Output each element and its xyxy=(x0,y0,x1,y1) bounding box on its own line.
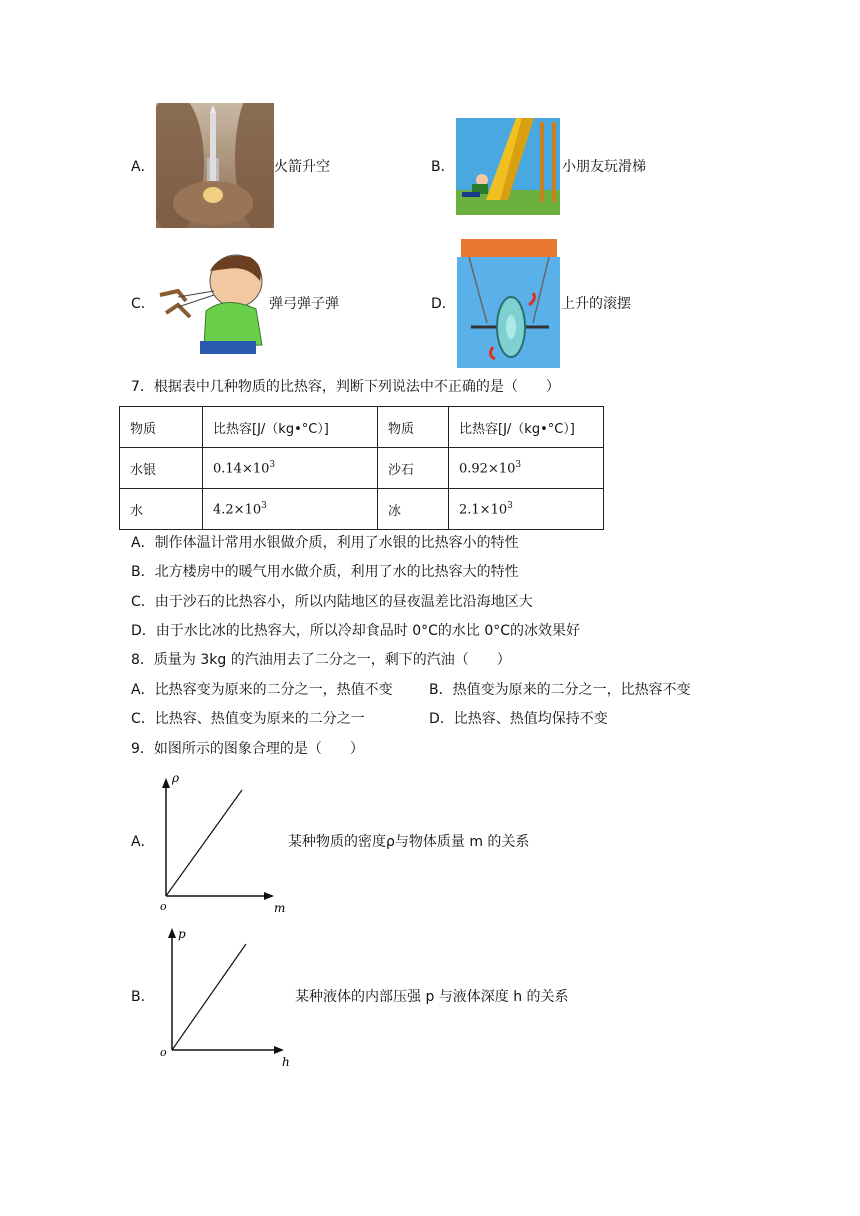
option-letter: A． xyxy=(131,159,155,175)
y-axis-label: p xyxy=(178,927,186,941)
x-axis-label: h xyxy=(282,1055,290,1068)
table-header-cell: 比热容[J/（kg•°C）] xyxy=(449,407,604,448)
value-exponent: 3 xyxy=(261,500,267,511)
q8-option-c: C．比热容、热值变为原来的二分之一 xyxy=(131,711,365,727)
option-letter: B． xyxy=(431,159,455,175)
value-mantissa: 2.1×10 xyxy=(459,502,508,518)
table-cell: 水 xyxy=(120,489,203,530)
q7-stem: 7．根据表中几种物质的比热容，判断下列说法中不正确的是（ ） xyxy=(131,379,560,395)
table-header-cell: 比热容[J/（kg•°C）] xyxy=(203,407,378,448)
pressure-depth-graph xyxy=(150,920,300,1068)
q7-option-b: B．北方楼房中的暖气用水做介质，利用了水的比热容大的特性 xyxy=(131,564,519,580)
table-header-cell: 物质 xyxy=(120,407,203,448)
table-cell xyxy=(203,489,378,530)
option-caption: 弹弓弹子弹 xyxy=(269,296,339,312)
x-axis-label: m xyxy=(274,901,286,915)
rocket-launch-image xyxy=(156,103,274,228)
table-header-row xyxy=(120,407,604,448)
option-caption: 小朋友玩滑梯 xyxy=(562,159,646,175)
table-cell: 冰 xyxy=(378,489,449,530)
value-exponent: 3 xyxy=(515,459,522,470)
option-letter: B． xyxy=(131,989,155,1005)
table-cell xyxy=(449,448,604,489)
q7-option-a: A．制作体温计常用水银做介质，利用了水银的比热容小的特性 xyxy=(131,535,519,551)
table-cell xyxy=(203,448,378,489)
q7-option-d: D．由于水比冰的比热容大，所以冷却食品时 0°C的水比 0°C的冰效果好 xyxy=(131,623,581,639)
table-row xyxy=(120,448,604,489)
graph-line xyxy=(166,790,242,896)
x-axis-arrow-icon xyxy=(274,1046,284,1054)
q8-stem: 8．质量为 3kg 的汽油用去了二分之一，剩下的汽油（ ） xyxy=(131,652,511,668)
table-row xyxy=(120,489,604,530)
y-axis-label: ρ xyxy=(172,771,180,785)
maxwell-pendulum-image xyxy=(457,239,560,368)
q7-option-c: C．由于沙石的比热容小，所以内陆地区的昼夜温差比沿海地区大 xyxy=(131,594,533,610)
q8-option-a: A．比热容变为原来的二分之一，热值不变 xyxy=(131,682,393,698)
table-cell: 水银 xyxy=(120,448,203,489)
option-caption: 火箭升空 xyxy=(274,159,330,175)
q8-option-b: B．热值变为原来的二分之一，比热容不变 xyxy=(429,682,691,698)
option-letter: C． xyxy=(131,296,155,312)
option-caption: 某种物质的密度ρ与物体质量 m 的关系 xyxy=(288,834,530,850)
value-mantissa: 4.2×10 xyxy=(213,502,262,518)
value-mantissa: 0.92×10 xyxy=(459,461,516,477)
value-exponent: 3 xyxy=(507,500,513,511)
q8-option-d: D．比热容、热值均保持不变 xyxy=(429,711,608,727)
y-axis-arrow-icon xyxy=(168,928,176,938)
option-caption: 上升的滚摆 xyxy=(561,296,631,312)
density-mass-graph xyxy=(150,768,290,916)
q9-stem: 9．如图所示的图象合理的是（ ） xyxy=(131,741,364,757)
origin-label: o xyxy=(160,1046,167,1059)
option-letter: A． xyxy=(131,834,155,850)
value-exponent: 3 xyxy=(269,459,276,470)
graph-line xyxy=(172,944,246,1050)
y-axis-arrow-icon xyxy=(162,778,170,788)
table-cell: 沙石 xyxy=(378,448,449,489)
slingshot-boy-image xyxy=(156,251,268,354)
slide-image xyxy=(456,118,560,215)
table-cell xyxy=(449,489,604,530)
origin-label: o xyxy=(160,900,167,913)
value-mantissa: 0.14×10 xyxy=(213,461,270,477)
table-header-cell: 物质 xyxy=(378,407,449,448)
specific-heat-table xyxy=(119,406,604,530)
option-caption: 某种液体的内部压强 p 与液体深度 h 的关系 xyxy=(295,989,569,1005)
x-axis-arrow-icon xyxy=(264,892,274,900)
option-letter: D． xyxy=(431,296,456,312)
